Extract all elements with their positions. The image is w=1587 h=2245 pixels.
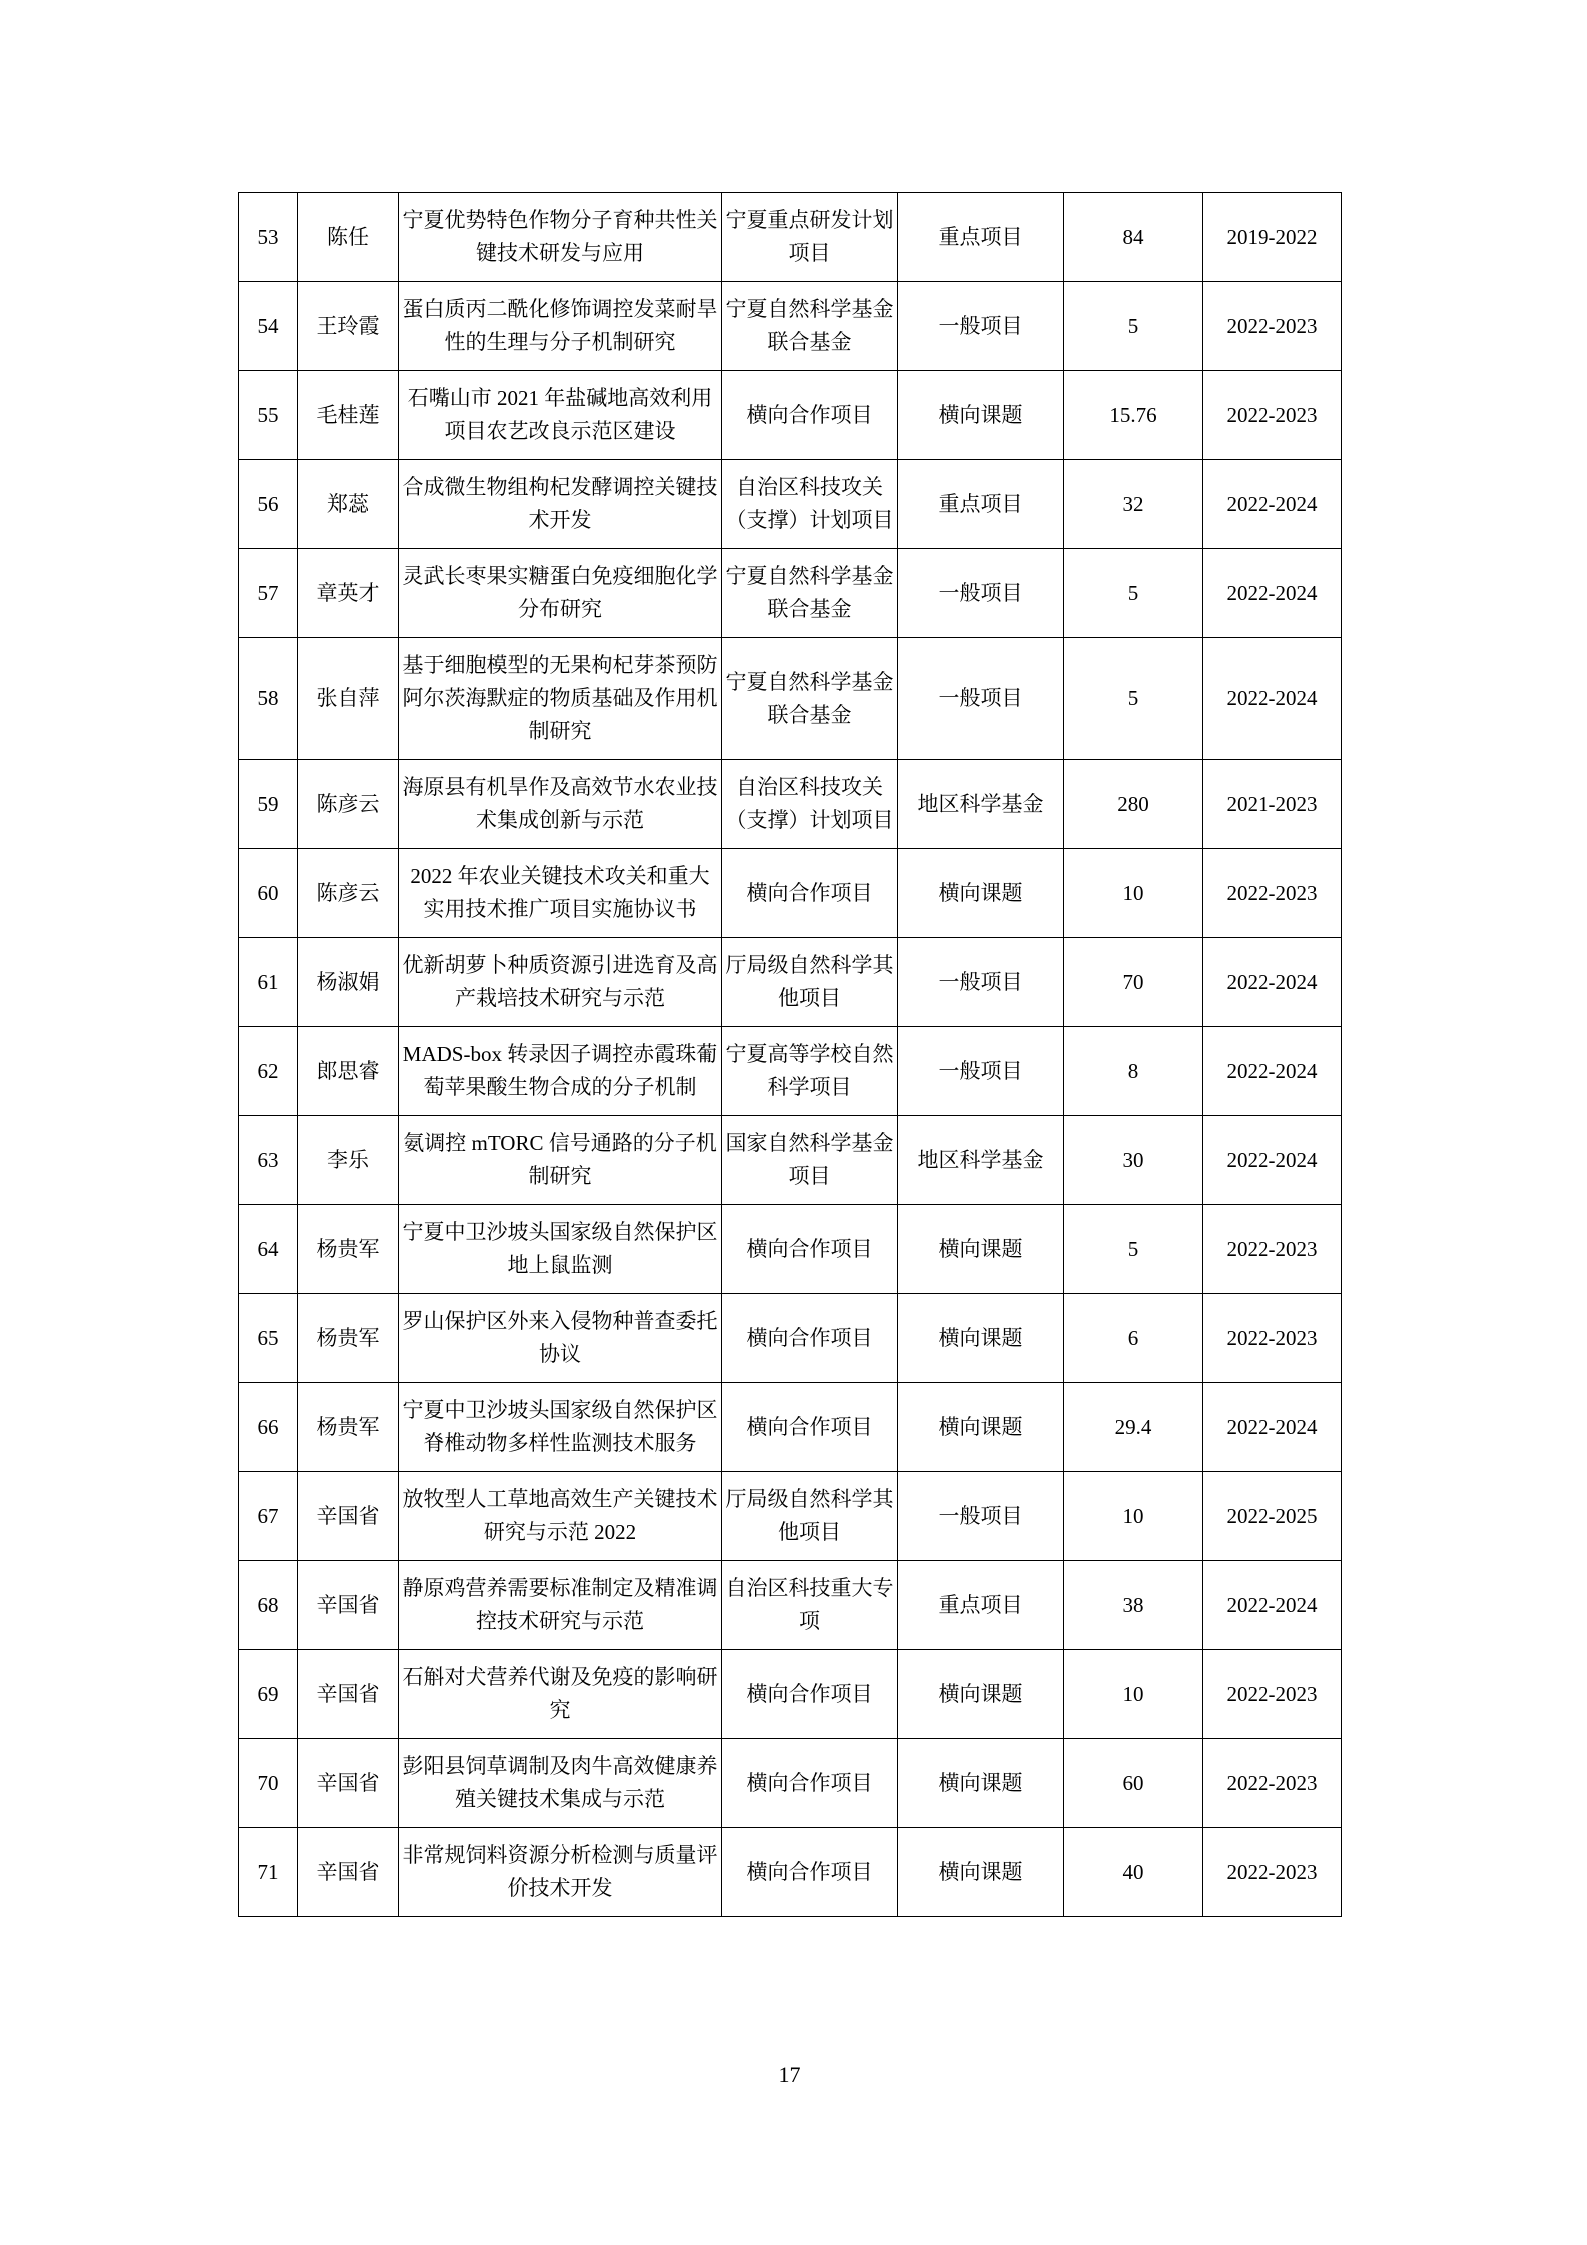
project-category: 国家自然科学基金项目 <box>722 1116 898 1205</box>
table-row <box>239 193 1342 282</box>
project-level: 地区科学基金 <box>898 760 1064 849</box>
row-number: 64 <box>239 1205 298 1294</box>
project-level: 横向课题 <box>898 1383 1064 1472</box>
project-years: 2022-2024 <box>1203 1027 1342 1116</box>
researcher-name: 郑蕊 <box>298 460 399 549</box>
project-category: 横向合作项目 <box>722 1739 898 1828</box>
researcher-name: 陈彦云 <box>298 849 399 938</box>
row-number: 59 <box>239 760 298 849</box>
project-title: 海原县有机旱作及高效节水农业技术集成创新与示范 <box>399 760 722 849</box>
table-row <box>239 1383 1342 1472</box>
row-number: 67 <box>239 1472 298 1561</box>
project-category: 宁夏重点研发计划项目 <box>722 193 898 282</box>
funding-amount: 8 <box>1064 1027 1203 1116</box>
funding-amount: 5 <box>1064 638 1203 760</box>
project-level: 一般项目 <box>898 938 1064 1027</box>
funding-amount: 10 <box>1064 849 1203 938</box>
row-number: 61 <box>239 938 298 1027</box>
row-number: 63 <box>239 1116 298 1205</box>
funding-amount: 84 <box>1064 193 1203 282</box>
project-level: 横向课题 <box>898 371 1064 460</box>
project-level: 重点项目 <box>898 460 1064 549</box>
project-level: 一般项目 <box>898 549 1064 638</box>
project-years: 2022-2023 <box>1203 1205 1342 1294</box>
project-years: 2022-2024 <box>1203 938 1342 1027</box>
researcher-name: 郎思睿 <box>298 1027 399 1116</box>
project-level: 地区科学基金 <box>898 1116 1064 1205</box>
table-row <box>239 1828 1342 1917</box>
project-category: 宁夏自然科学基金联合基金 <box>722 638 898 760</box>
funding-amount: 15.76 <box>1064 371 1203 460</box>
researcher-name: 张自萍 <box>298 638 399 760</box>
row-number: 69 <box>239 1650 298 1739</box>
funding-amount: 6 <box>1064 1294 1203 1383</box>
table-row <box>239 371 1342 460</box>
project-years: 2019-2022 <box>1203 193 1342 282</box>
funding-amount: 10 <box>1064 1472 1203 1561</box>
project-title: 合成微生物组枸杞发酵调控关键技术开发 <box>399 460 722 549</box>
row-number: 55 <box>239 371 298 460</box>
researcher-name: 辛国省 <box>298 1650 399 1739</box>
project-years: 2022-2024 <box>1203 638 1342 760</box>
funding-amount: 29.4 <box>1064 1383 1203 1472</box>
project-category: 自治区科技重大专项 <box>722 1561 898 1650</box>
row-number: 56 <box>239 460 298 549</box>
project-category: 自治区科技攻关（支撑）计划项目 <box>722 460 898 549</box>
project-years: 2022-2024 <box>1203 1116 1342 1205</box>
table-row <box>239 938 1342 1027</box>
row-number: 66 <box>239 1383 298 1472</box>
table-row <box>239 1205 1342 1294</box>
funding-amount: 10 <box>1064 1650 1203 1739</box>
project-years: 2022-2023 <box>1203 849 1342 938</box>
researcher-name: 辛国省 <box>298 1561 399 1650</box>
row-number: 68 <box>239 1561 298 1650</box>
projects-table <box>238 192 1342 1917</box>
project-title: 罗山保护区外来入侵物种普查委托协议 <box>399 1294 722 1383</box>
project-title: 2022 年农业关键技术攻关和重大实用技术推广项目实施协议书 <box>399 849 722 938</box>
row-number: 58 <box>239 638 298 760</box>
project-category: 厅局级自然科学其他项目 <box>722 938 898 1027</box>
project-years: 2022-2023 <box>1203 1828 1342 1917</box>
project-level: 重点项目 <box>898 193 1064 282</box>
project-years: 2022-2025 <box>1203 1472 1342 1561</box>
researcher-name: 杨贵军 <box>298 1205 399 1294</box>
project-level: 一般项目 <box>898 1472 1064 1561</box>
row-number: 62 <box>239 1027 298 1116</box>
project-years: 2022-2024 <box>1203 460 1342 549</box>
project-level: 横向课题 <box>898 1205 1064 1294</box>
project-title: 基于细胞模型的无果枸杞芽茶预防阿尔茨海默症的物质基础及作用机制研究 <box>399 638 722 760</box>
project-category: 自治区科技攻关（支撑）计划项目 <box>722 760 898 849</box>
researcher-name: 李乐 <box>298 1116 399 1205</box>
researcher-name: 章英才 <box>298 549 399 638</box>
page-number: 17 <box>778 2062 801 2087</box>
funding-amount: 5 <box>1064 282 1203 371</box>
project-title: 蛋白质丙二酰化修饰调控发菜耐旱性的生理与分子机制研究 <box>399 282 722 371</box>
table-row <box>239 760 1342 849</box>
researcher-name: 辛国省 <box>298 1739 399 1828</box>
project-category: 横向合作项目 <box>722 1294 898 1383</box>
row-number: 53 <box>239 193 298 282</box>
table-row <box>239 1027 1342 1116</box>
funding-amount: 38 <box>1064 1561 1203 1650</box>
researcher-name: 陈彦云 <box>298 760 399 849</box>
project-years: 2022-2023 <box>1203 282 1342 371</box>
project-category: 宁夏自然科学基金联合基金 <box>722 282 898 371</box>
table-row <box>239 1116 1342 1205</box>
researcher-name: 陈任 <box>298 193 399 282</box>
table-row <box>239 282 1342 371</box>
row-number: 71 <box>239 1828 298 1917</box>
table-row <box>239 1739 1342 1828</box>
row-number: 54 <box>239 282 298 371</box>
project-title: 宁夏优势特色作物分子育种共性关键技术研发与应用 <box>399 193 722 282</box>
funding-amount: 5 <box>1064 1205 1203 1294</box>
project-level: 横向课题 <box>898 1650 1064 1739</box>
funding-amount: 30 <box>1064 1116 1203 1205</box>
project-level: 一般项目 <box>898 638 1064 760</box>
project-category: 厅局级自然科学其他项目 <box>722 1472 898 1561</box>
funding-amount: 280 <box>1064 760 1203 849</box>
project-years: 2022-2024 <box>1203 1561 1342 1650</box>
project-title: 石斛对犬营养代谢及免疫的影响研究 <box>399 1650 722 1739</box>
project-title: 静原鸡营养需要标准制定及精准调控技术研究与示范 <box>399 1561 722 1650</box>
project-category: 横向合作项目 <box>722 1650 898 1739</box>
project-category: 横向合作项目 <box>722 1205 898 1294</box>
project-title: 灵武长枣果实糖蛋白免疫细胞化学分布研究 <box>399 549 722 638</box>
row-number: 70 <box>239 1739 298 1828</box>
project-level: 重点项目 <box>898 1561 1064 1650</box>
funding-amount: 32 <box>1064 460 1203 549</box>
project-level: 横向课题 <box>898 849 1064 938</box>
project-years: 2022-2023 <box>1203 1294 1342 1383</box>
researcher-name: 辛国省 <box>298 1472 399 1561</box>
project-title: 优新胡萝卜种质资源引进选育及高产栽培技术研究与示范 <box>399 938 722 1027</box>
project-title: 石嘴山市 2021 年盐碱地高效利用项目农艺改良示范区建设 <box>399 371 722 460</box>
project-title: 彭阳县饲草调制及肉牛高效健康养殖关键技术集成与示范 <box>399 1739 722 1828</box>
table-row <box>239 849 1342 938</box>
project-category: 横向合作项目 <box>722 371 898 460</box>
project-years: 2022-2023 <box>1203 1739 1342 1828</box>
project-category: 横向合作项目 <box>722 1383 898 1472</box>
table-row <box>239 1294 1342 1383</box>
row-number: 60 <box>239 849 298 938</box>
funding-amount: 60 <box>1064 1739 1203 1828</box>
project-level: 一般项目 <box>898 1027 1064 1116</box>
researcher-name: 王玲霞 <box>298 282 399 371</box>
table-row <box>239 638 1342 760</box>
table-row <box>239 1561 1342 1650</box>
researcher-name: 辛国省 <box>298 1828 399 1917</box>
project-years: 2022-2024 <box>1203 1383 1342 1472</box>
project-level: 横向课题 <box>898 1828 1064 1917</box>
project-title: 宁夏中卫沙坡头国家级自然保护区脊椎动物多样性监测技术服务 <box>399 1383 722 1472</box>
funding-amount: 40 <box>1064 1828 1203 1917</box>
table-row <box>239 1472 1342 1561</box>
project-title: 非常规饲料资源分析检测与质量评价技术开发 <box>399 1828 722 1917</box>
project-years: 2022-2024 <box>1203 549 1342 638</box>
project-title: 宁夏中卫沙坡头国家级自然保护区地上鼠监测 <box>399 1205 722 1294</box>
table-row <box>239 549 1342 638</box>
funding-amount: 5 <box>1064 549 1203 638</box>
project-level: 横向课题 <box>898 1294 1064 1383</box>
project-level: 横向课题 <box>898 1739 1064 1828</box>
row-number: 65 <box>239 1294 298 1383</box>
funding-amount: 70 <box>1064 938 1203 1027</box>
project-title: MADS-box 转录因子调控赤霞珠葡萄苹果酸生物合成的分子机制 <box>399 1027 722 1116</box>
project-title: 放牧型人工草地高效生产关键技术研究与示范 2022 <box>399 1472 722 1561</box>
project-years: 2021-2023 <box>1203 760 1342 849</box>
project-category: 宁夏高等学校自然科学项目 <box>722 1027 898 1116</box>
project-category: 横向合作项目 <box>722 849 898 938</box>
table-row <box>239 1650 1342 1739</box>
project-category: 横向合作项目 <box>722 1828 898 1917</box>
researcher-name: 杨贵军 <box>298 1383 399 1472</box>
project-title: 氨调控 mTORC 信号通路的分子机制研究 <box>399 1116 722 1205</box>
project-level: 一般项目 <box>898 282 1064 371</box>
researcher-name: 杨贵军 <box>298 1294 399 1383</box>
project-category: 宁夏自然科学基金联合基金 <box>722 549 898 638</box>
projects-table-body <box>239 193 1342 1917</box>
project-years: 2022-2023 <box>1203 371 1342 460</box>
row-number: 57 <box>239 549 298 638</box>
researcher-name: 杨淑娟 <box>298 938 399 1027</box>
project-years: 2022-2023 <box>1203 1650 1342 1739</box>
table-row <box>239 460 1342 549</box>
researcher-name: 毛桂莲 <box>298 371 399 460</box>
